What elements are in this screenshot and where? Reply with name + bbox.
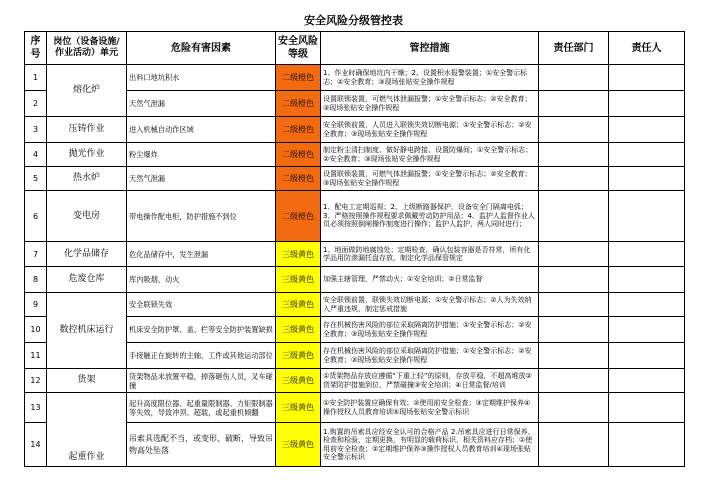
row-seq: 5: [25, 167, 47, 191]
row-measures: 安全联锁前置，联锁失效切断电源；①安全警示标志；②人为失效纳入严重违规，制定惩戒措施: [321, 293, 539, 317]
row-dept: [539, 167, 609, 191]
row-hazard: 带电操作配电柜，防护措施不到位: [127, 191, 276, 242]
row-measures: 1、地面做防地腐蚀处；定期检查，确认包装容器是否符常，所有化学品用防渗漏托盘存放，制定化学品保管规定: [321, 242, 539, 267]
row-person: [609, 423, 685, 467]
row-seq: 6: [25, 191, 47, 242]
risk-level-badge: 三级黄色: [276, 293, 321, 317]
row-person: [609, 117, 685, 143]
row-seq: 9: [25, 293, 47, 317]
row-measures: 1、作业时确保地坑内干燥；2、设置积水报警装置；①安全警示标志；②安全教育；③现场张贴安全操作规程: [321, 65, 539, 91]
row-seq: 3: [25, 117, 47, 143]
row-measures: 安全联锁前置，人员进入联锁失效切断电源；①安全警示标志；②安全教育；③现场张贴安全操作规程: [321, 117, 539, 143]
row-hazard: 货架物品未放置平稳，掉落砸伤人员，叉车碰撞: [127, 369, 276, 393]
header-dept: 责任部门: [539, 32, 609, 65]
risk-level-badge: 二级橙色: [276, 143, 321, 167]
row-hazard: 吊索具选配不当，或变形、破断，导致吊物高处坠落: [127, 423, 276, 467]
row-dept: [539, 242, 609, 267]
row-measures: 1.购置的吊索具应经安全认可的合格产品 2.吊索具应进行日常保养、检查和检验，定期更换，有明显的载荷标识，相关资料应存档；①使用前安全检查；②定期维护保养③操作授权人员教育培训④现场张贴安全警示标识: [321, 423, 539, 467]
risk-level-badge: 二级橙色: [276, 117, 321, 143]
risk-control-table: [24, 31, 685, 467]
risk-level-badge: 二级橙色: [276, 65, 321, 91]
row-seq: 1: [25, 65, 47, 91]
risk-level-badge: 三级黄色: [276, 423, 321, 467]
row-seq: 8: [25, 267, 47, 293]
row-dept: [539, 369, 609, 393]
row-person: [609, 167, 685, 191]
row-hazard: 危化品储存中，发生泄漏: [127, 242, 276, 267]
header-seq: 序号: [25, 32, 47, 65]
row-hazard: 天然气泄漏: [127, 91, 276, 117]
row-measures: 设置联锁装置，可燃气体泄漏报警；①安全警示标志；②安全教育；③现场张贴安全操作规程: [321, 91, 539, 117]
table-row: [25, 393, 685, 423]
row-dept: [539, 143, 609, 167]
risk-level-badge: 三级黄色: [276, 393, 321, 423]
risk-level-badge: 二级橙色: [276, 91, 321, 117]
row-hazard: 天然气泄漏: [127, 167, 276, 191]
row-hazard: 机床安全防护罩、盖、栏等安全防护装置缺损: [127, 317, 276, 343]
risk-level-badge: 二级橙色: [276, 191, 321, 242]
row-person: [609, 191, 685, 242]
row-hazard: 起升高度限位器、起重量限制器、力矩限制器等失效，导致冲顶、超载，或起重机倾翻: [127, 393, 276, 423]
table-row: [25, 167, 685, 191]
row-person: [609, 242, 685, 267]
row-post: 数控机床运行: [47, 293, 127, 369]
header-row: [25, 32, 685, 65]
row-hazard: 安全联锁失效: [127, 293, 276, 317]
row-hazard: 手接触正在旋转的主轴、工件或其他运动部位: [127, 343, 276, 369]
row-post: 起重作业: [47, 393, 127, 467]
row-person: [609, 65, 685, 91]
row-measures: 存在机械伤害风险的部位采取隔离防护措施；①安全警示标志；②安全教育；③现场张贴安全操作规程: [321, 343, 539, 369]
table-row: [25, 117, 685, 143]
header-post: 岗位（设备设施/作业活动）单元: [47, 32, 127, 65]
row-person: [609, 143, 685, 167]
row-post: 热水炉: [47, 167, 127, 191]
row-person: [609, 369, 685, 393]
row-measures: 加强主辖管理，严禁动火；①安全培训；②日常监督: [321, 267, 539, 293]
header-level: 安全风险等级: [276, 32, 321, 65]
row-measures: 设置联锁装置，可燃气体泄漏报警；①安全警示标志；②安全教育；③现场张贴安全操作规程: [321, 167, 539, 191]
row-post: 抛光作业: [47, 143, 127, 167]
row-person: [609, 393, 685, 423]
row-hazard: 进入机械自动作区域: [127, 117, 276, 143]
row-seq: 2: [25, 91, 47, 117]
row-measures: ①货架物品存放应遵循“下重上轻”的原则，存放平稳，不超高堆放②货架防护措施到位，严禁碰撞③安全培训；④日常监督/培训: [321, 369, 539, 393]
row-dept: [539, 191, 609, 242]
row-seq: 14: [25, 423, 47, 467]
row-seq: 4: [25, 143, 47, 167]
table-row: [25, 143, 685, 167]
row-dept: [539, 343, 609, 369]
row-dept: [539, 317, 609, 343]
row-post: 变电房: [47, 191, 127, 242]
row-post: 货架: [47, 369, 127, 393]
row-person: [609, 343, 685, 369]
row-post: 危废仓库: [47, 267, 127, 293]
table-row: [25, 191, 685, 242]
row-measures: 制定粉尘清扫制度、做好静电跨接、设置防爆间；①安全警示标志；②安全教育；③现场张贴安全操作规程: [321, 143, 539, 167]
table-row: [25, 267, 685, 293]
risk-level-badge: 三级黄色: [276, 242, 321, 267]
header-hazard: 危险有害因素: [127, 32, 276, 65]
row-person: [609, 91, 685, 117]
table-row: [25, 293, 685, 317]
row-seq: 13: [25, 393, 47, 423]
row-seq: 12: [25, 369, 47, 393]
risk-level-badge: 三级黄色: [276, 343, 321, 369]
row-dept: [539, 423, 609, 467]
row-seq: 7: [25, 242, 47, 267]
row-dept: [539, 91, 609, 117]
table-row: [25, 369, 685, 393]
row-measures: 存在机械伤害风险的部位采取隔离防护措施；①安全警示标志；②安全教育；③现场张贴安全操作规程: [321, 317, 539, 343]
table-row: [25, 65, 685, 91]
row-seq: 10: [25, 317, 47, 343]
header-measures: 管控措施: [321, 32, 539, 65]
page-title: 安全风险分级管控表: [304, 14, 403, 27]
row-hazard: 库内吸烟、动火: [127, 267, 276, 293]
row-measures: 1、配电工定期巡视；2、上级断路器保护，设备安全门隔离电弧；3、严格按照操作规程要求佩戴劳动防护用品；4、监护人监督作业人员必须按照倒闸操作制度进行操作；监护人监护，两人同时进行；: [321, 191, 539, 242]
row-hazard: 粉尘爆炸: [127, 143, 276, 167]
table-row: [25, 242, 685, 267]
row-dept: [539, 65, 609, 91]
row-seq: 11: [25, 343, 47, 369]
risk-level-badge: 二级橙色: [276, 167, 321, 191]
row-dept: [539, 117, 609, 143]
row-dept: [539, 267, 609, 293]
row-post: 化学品储存: [47, 242, 127, 267]
row-hazard: 出料口地坑积水: [127, 65, 276, 91]
header-person: 责任人: [609, 32, 685, 65]
row-person: [609, 317, 685, 343]
row-person: [609, 267, 685, 293]
risk-level-badge: 三级黄色: [276, 267, 321, 293]
row-measures: ①安全防护装置应确保有效；②使用前安全检查；③定期维护保养④操作授权人员教育培训⑤现场张贴安全警示标识: [321, 393, 539, 423]
row-post: 压铸作业: [47, 117, 127, 143]
row-dept: [539, 293, 609, 317]
risk-level-badge: 三级黄色: [276, 317, 321, 343]
row-post: 熔化炉: [47, 65, 127, 117]
risk-level-badge: 三级黄色: [276, 369, 321, 393]
row-person: [609, 293, 685, 317]
row-dept: [539, 393, 609, 423]
